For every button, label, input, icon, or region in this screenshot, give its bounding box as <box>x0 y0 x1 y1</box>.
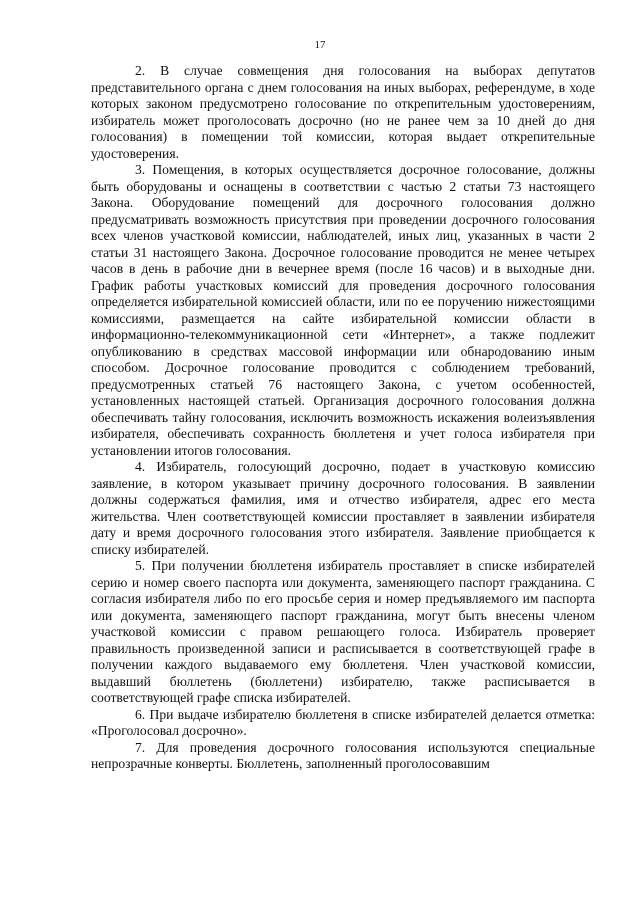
paragraph-4: 4. Избиратель, голосующий досрочно, подает в участковую комиссию заявление, в котором указывает причину досрочного голосования. В заявлении должны содержаться фамилия, имя и отчество избирателя, адрес его места жительства. Член соответствующей комиссии проставляет в заявлении избирателя дату и время досрочного голосования этого избирателя. Заявление приобщается к списку избирателей. <box>91 459 595 557</box>
paragraph-2: 2. В случае совмещения дня голосования на выборах депутатов представительного органа с днем голосования на иных выборах, референдуме, в ходе которых законом предусмотрено голосование по открепительным удостоверениям, избиратель может проголосовать досрочно (но не ранее чем за 10 дней до дня голосования) в помещении той комиссии, которая выдает открепительные удостоверения. <box>91 63 595 161</box>
paragraph-3: 3. Помещения, в которых осуществляется досрочное голосование, должны быть оборудованы и оснащены в соответствии с частью 2 статьи 73 настоящего Закона. Оборудование помещений для досрочного голосования должно предусматривать возможность присутствия при проведении досрочного голосования всех членов участковой комиссии, наблюдателей, иных лиц, указанных в части 2 статьи 31 настоящего Закона. Досрочное голосование проводится не менее четырех часов в день в рабочие дни в вечернее время (после 16 часов) и в выходные дни. График работы участковых комиссий для проведения досрочного голосования определяется избирательной комиссией области, или по ее поручению нижестоящими комиссиями, размещается на сайте избирательной комиссии области в информационно-телекоммуникационной сети «Интернет», а также подлежит опубликованию в средствах массовой информации или обнародованию иным способом. Досрочное голосование проводится с соблюдением требований, предусмотренных статьей 76 настоящего Закона, с учетом особенностей, установленных настоящей статьей. Организация досрочного голосования должна обеспечивать тайну голосования, исключить возможность искажения волеизъявления избирателя, обеспечивать сохранность бюллетеня и учет голоса избирателя при установлении итогов голосования. <box>91 162 595 458</box>
document-body <box>91 63 595 773</box>
paragraph-7: 7. Для проведения досрочного голосования используются специальные непрозрачные конверты. Бюллетень, заполненный проголосовавшим <box>91 739 595 771</box>
page-number: 17 <box>314 39 326 51</box>
paragraph-6: 6. При выдаче избирателю бюллетеня в списке избирателей делается отметка: «Проголосовал досрочно». <box>91 706 595 738</box>
paragraph-5: 5. При получении бюллетеня избиратель проставляет в списке избирателей серию и номер своего паспорта или документа, заменяющего паспорт гражданина. С согласия избирателя либо по его просьбе серия и номер предъявляемого им паспорта или документа, заменяющего паспорт гражданина, могут быть внесены членом участковой комиссии с правом решающего голоса. Избиратель проверяет правильность произведенной записи и расписывается в соответствующей графе в получении каждого выдаваемого ему бюллетеня. Член участковой комиссии, выдавший бюллетень (бюллетени) избирателю, также расписывается в соответствующей графе списка избирателей. <box>91 558 595 705</box>
